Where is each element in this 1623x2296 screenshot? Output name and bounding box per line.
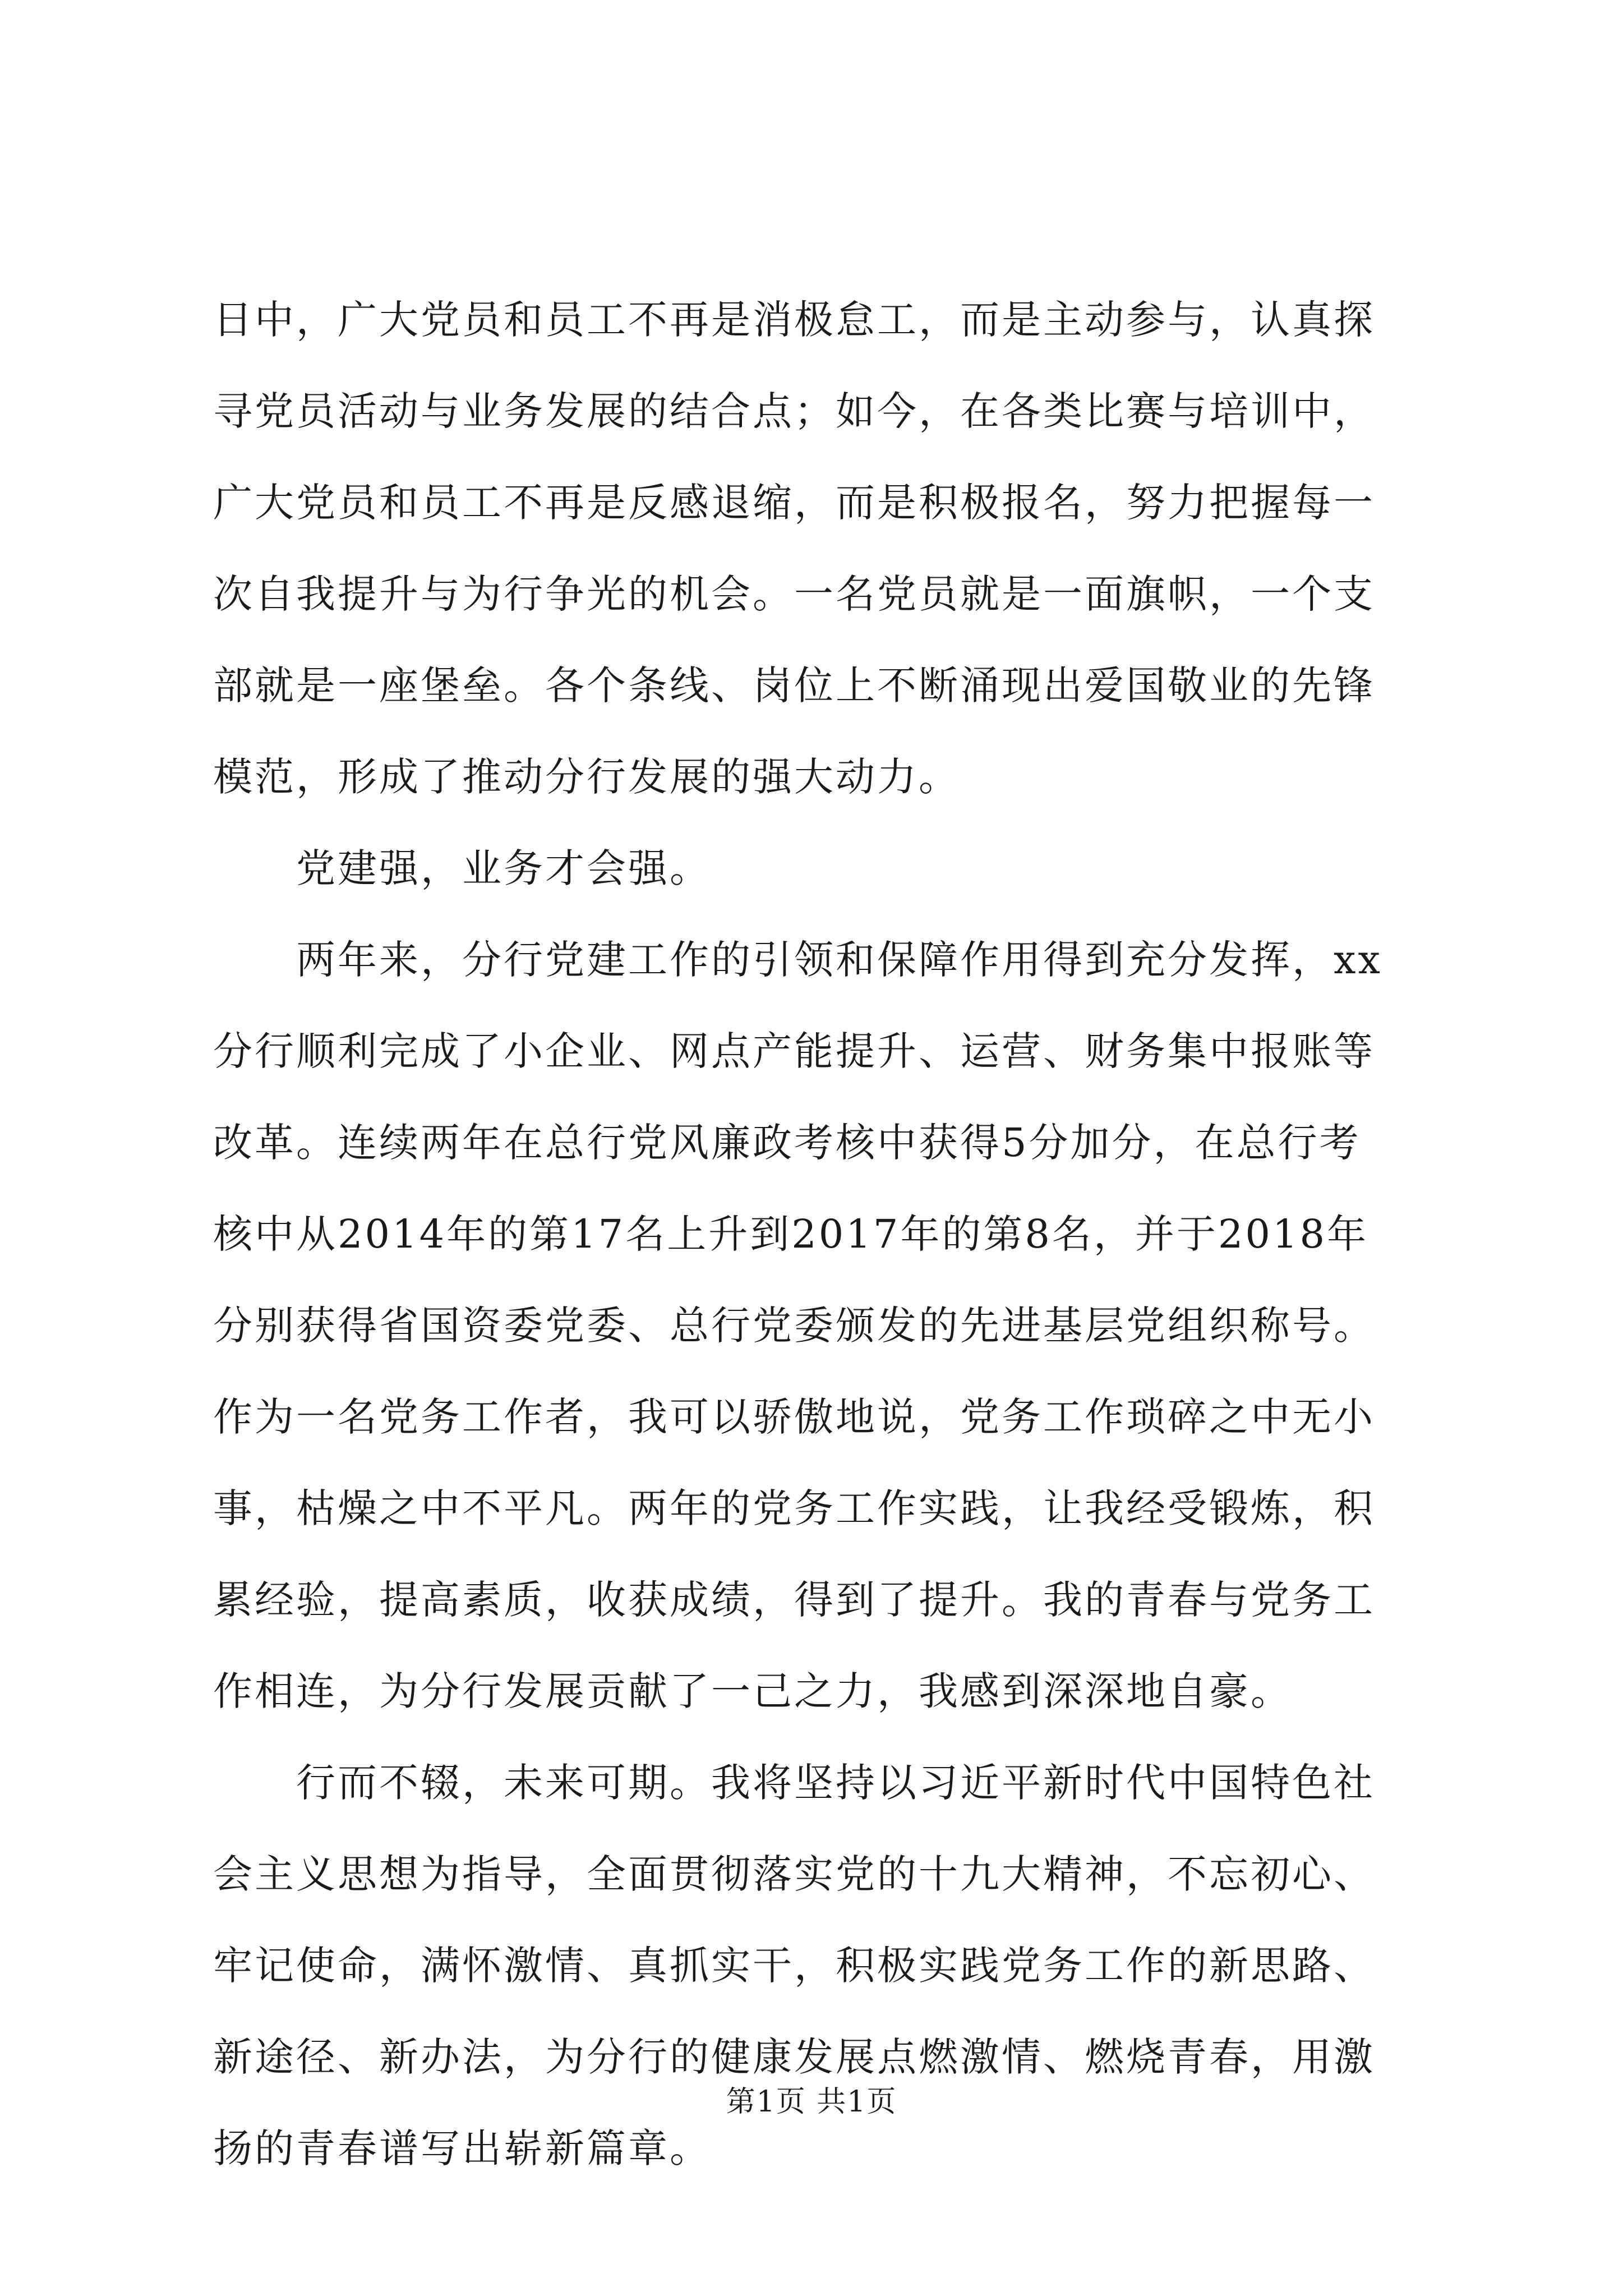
text-line: 行而不辍，未来可期。我将坚持以习近平新时代中国特色社 [213, 1760, 1375, 1806]
text-line: 改革。连续两年在总行党风廉政考核中获得5分加分，在总行考 [213, 1120, 1361, 1166]
text-line: 扬的青春谱写出崭新篇章。 [213, 2125, 711, 2171]
text-line: 牢记使命，满怀激情、真抓实干，积极实践党务工作的新思路、 [213, 1943, 1375, 1989]
text-line: 核中从2014年的第17名上升到2017年的第8名，并于2018年 [213, 1211, 1369, 1257]
text-line: 分行顺利完成了小企业、网点产能提升、运营、财务集中报账等 [213, 1028, 1375, 1074]
text-line: 作相连，为分行发展贡献了一己之力，我感到深深地自豪。 [213, 1668, 1292, 1714]
text-line: 累经验，提高素质，收获成绩，得到了提升。我的青春与党务工 [213, 1577, 1375, 1623]
text-line: 两年来，分行党建工作的引领和保障作用得到充分发挥，xx [213, 937, 1382, 983]
text-line: 会主义思想为指导，全面贯彻落实党的十九大精神，不忘初心、 [213, 1851, 1375, 1897]
text-line: 分别获得省国资委党委、总行党委颁发的先进基层党组织称号。 [213, 1303, 1375, 1349]
text-line: 党建强，业务才会强。 [213, 845, 711, 891]
page-number-footer: 第1页 共1页 [726, 2085, 897, 2119]
text-line: 部就是一座堡垒。各个条线、岗位上不断涌现出爱国敬业的先锋 [213, 662, 1375, 708]
text-line: 次自我提升与为行争光的机会。一名党员就是一面旗帜，一个支 [213, 571, 1375, 617]
text-line: 新途径、新办法，为分行的健康发展点燃激情、燃烧青春，用激 [213, 2034, 1375, 2080]
text-line: 事，枯燥之中不平凡。两年的党务工作实践，让我经受锻炼，积 [213, 1485, 1375, 1531]
text-line: 广大党员和员工不再是反感退缩，而是积极报名，努力把握每一 [213, 480, 1375, 526]
text-line: 寻党员活动与业务发展的结合点；如今，在各类比赛与培训中， [213, 388, 1375, 434]
text-line: 作为一名党务工作者，我可以骄傲地说，党务工作琐碎之中无小 [213, 1394, 1375, 1440]
text-line: 模范，形成了推动分行发展的强大动力。 [213, 754, 960, 800]
text-line: 日中，广大党员和员工不再是消极怠工，而是主动参与，认真探 [213, 297, 1375, 343]
